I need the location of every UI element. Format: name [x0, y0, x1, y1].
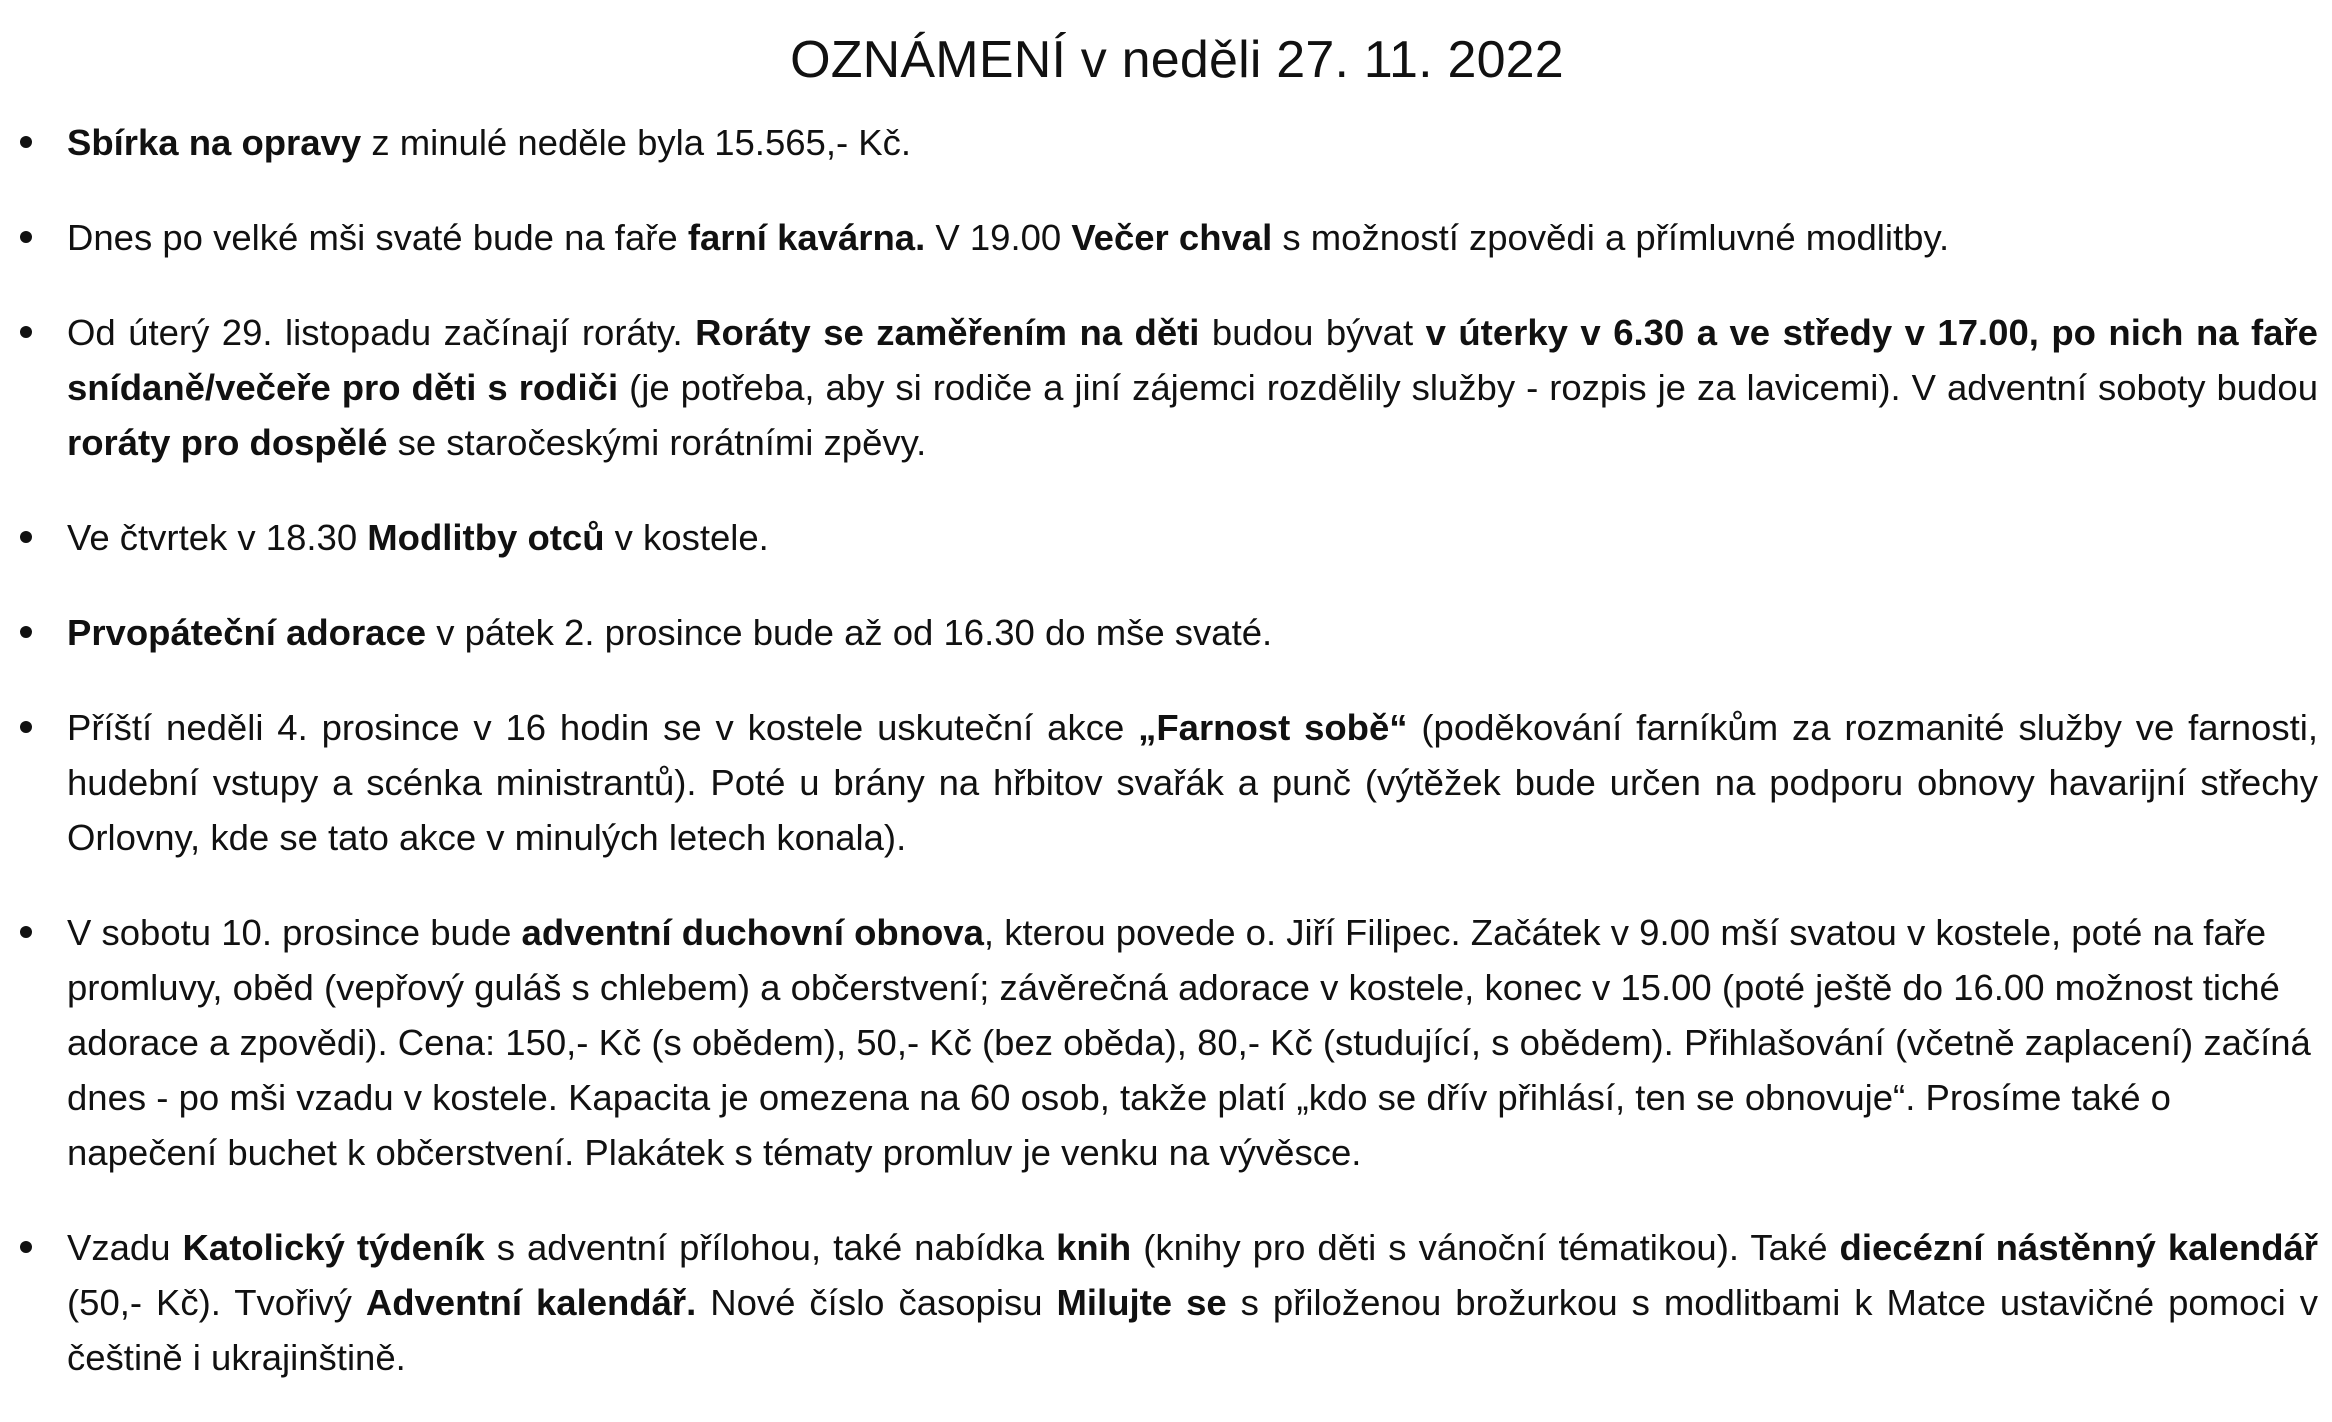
segment: Katolický týdeník: [182, 1227, 485, 1268]
segment: farní kavárna.: [687, 217, 926, 258]
segment: Roráty se zaměřením na děti: [695, 312, 1200, 353]
bullet-icon: [20, 721, 32, 733]
segment: s možností zpovědi a přímluvné modlitby.: [1272, 217, 1950, 258]
segment: Sbírka na opravy: [67, 122, 362, 163]
segment: Prvopáteční adorace: [67, 612, 427, 653]
segment: s přiloženou brožurkou s modlitbami k Matce ustavičné pomoci v češtině i ukrajinštině.: [67, 1282, 2318, 1378]
segment: v úterky v 6.30 a ve středy v 17.00, po nich na faře snídaně/večeře pro děti s rodiči: [67, 312, 2318, 408]
segment: , kterou povede o. Jiří Filipec. Začátek v 9.00 mší svatou v kostele, poté na faře promluvy, oběd (vepřový guláš s chlebem) a občerstvení; závěrečná adorace v kostele, konec v 15.00 (poté ještě do 16.00 možnost tiché adorace a zpovědi). Cena: 150,- Kč (s obědem), 50,- Kč (bez oběda), 80,- Kč (studující, s obědem). Přihlašování (včetně zaplacení) začíná dnes - po mši vzadu v kostele. Kapacita je omezena na 60 osob, takže platí „kdo se dřív přihlásí, ten se obnovuje“. Prosíme také o napečení buchet k občerstvení. Plakátek s tématy promluv je venku na vývěsce.: [67, 912, 2311, 1173]
announcement-item: [14, 1220, 2318, 1385]
announcement-item: [14, 700, 2318, 865]
segment: „Farnost sobě“: [1138, 707, 1408, 748]
announcement-item: [14, 115, 2318, 170]
segment: z minulé neděle byla 15.565,- Kč.: [361, 122, 912, 163]
announcement-item: [14, 905, 2318, 1180]
announcement-item: [14, 605, 2318, 660]
segment: se staročeskými rorátními zpěvy.: [387, 422, 927, 463]
segment: v kostele.: [604, 517, 769, 558]
bullet-icon: [20, 326, 32, 338]
bullet-icon: [20, 231, 32, 243]
segment: (poděkování farníkům za rozmanité služby ve farnosti, hudební vstupy a scénka ministrantů). Poté u brány na hřbitov svařák a punč (výtěžek bude určen na podporu obnovy havarijní střechy Orlovny, kde se tato akce v minulých letech konala).: [67, 707, 2318, 858]
segment: (je potřeba, aby si rodiče a jiní zájemci rozdělily služby - rozpis je za lavicemi). V adventní soboty budou: [618, 367, 2318, 408]
segment: Adventní kalendář.: [365, 1282, 697, 1323]
segment: budou bývat: [1199, 312, 1426, 353]
bullet-icon: [20, 1241, 32, 1253]
segment: Nové číslo časopisu: [696, 1282, 1057, 1323]
segment: Milujte se: [1056, 1282, 1227, 1323]
announcement-item: [14, 210, 2318, 265]
segment: v pátek 2. prosince bude až od 16.30 do mše svaté.: [426, 612, 1273, 653]
segment: Modlitby otců: [367, 517, 605, 558]
segment: Ve čtvrtek v 18.30: [67, 517, 368, 558]
segment: V sobotu 10. prosince bude: [67, 912, 522, 953]
announcement-item: [14, 510, 2318, 565]
bullet-icon: [20, 531, 32, 543]
segment: Večer chval: [1071, 217, 1273, 258]
segment: adventní duchovní obnova: [521, 912, 984, 953]
bullet-icon: [20, 136, 32, 148]
segment: roráty pro dospělé: [67, 422, 388, 463]
segment: s adventní přílohou, také nabídka: [484, 1227, 1057, 1268]
segment: Vzadu: [67, 1227, 183, 1268]
bullet-icon: [20, 626, 32, 638]
segment: Od úterý 29. listopadu začínají roráty.: [67, 312, 696, 353]
announcement-list: [14, 115, 2318, 1385]
segment: V 19.00: [925, 217, 1072, 258]
page-title: OZNÁMENÍ v neděli 27. 11. 2022: [790, 31, 1564, 89]
segment: (50,- Kč). Tvořivý: [67, 1282, 366, 1323]
segment: Příští neděli 4. prosince v 16 hodin se v kostele uskuteční akce: [67, 707, 1139, 748]
bullet-icon: [20, 926, 32, 938]
segment: (knihy pro děti s vánoční tématikou). Také: [1131, 1227, 1840, 1268]
segment: Dnes po velké mši svaté bude na faře: [67, 217, 688, 258]
segment: knih: [1056, 1227, 1132, 1268]
announcement-item: [14, 305, 2318, 470]
segment: diecézní nástěnný kalendář: [1839, 1227, 2319, 1268]
